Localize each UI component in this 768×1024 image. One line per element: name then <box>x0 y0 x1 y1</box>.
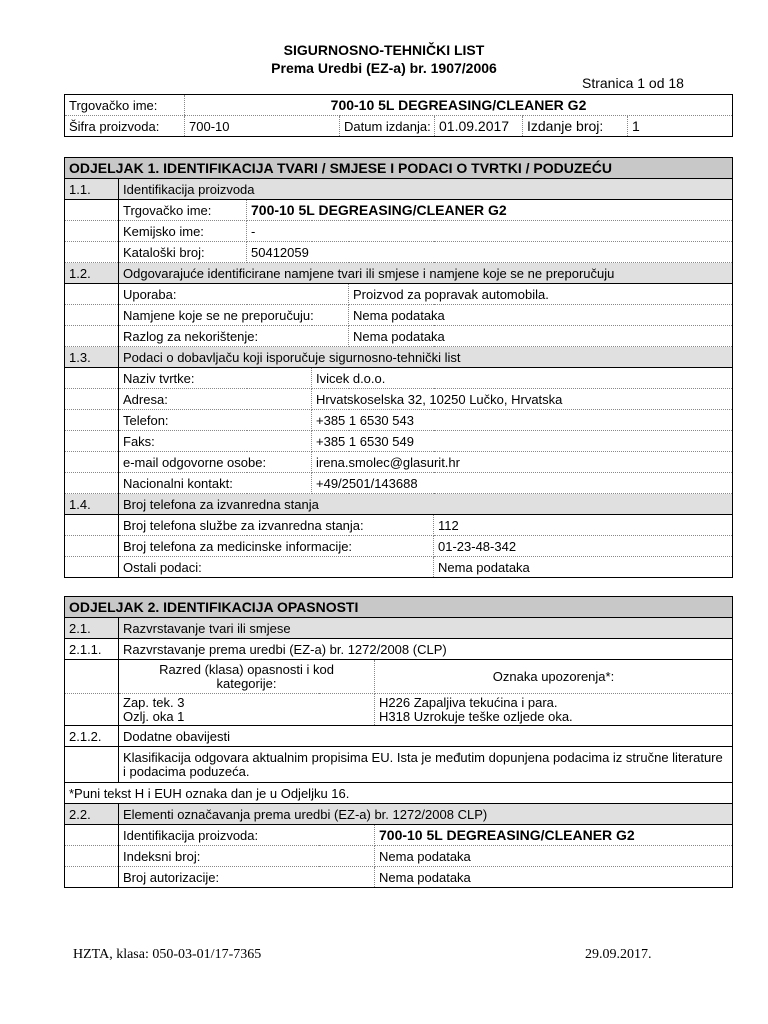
issue-date-value: 01.09.2017 <box>435 116 523 137</box>
row-label: Trgovačko ime: <box>119 200 247 221</box>
trade-name-label: Trgovačko ime: <box>65 95 185 116</box>
row-value: +385 1 6530 549 <box>312 431 733 452</box>
document-subtitle: Prema Uredbi (EZ-a) br. 1907/2006 <box>271 60 497 76</box>
row-value: 700-10 5L DEGREASING/CLEANER G2 <box>375 825 733 846</box>
subsection-number: 1.4. <box>65 494 119 515</box>
subsection-number: 2.1.2. <box>65 726 119 747</box>
row-label: Broj telefona službe za izvanredna stanja: <box>119 515 434 536</box>
row-label: Indeksni broj: <box>119 846 375 867</box>
row-value: Nema podataka <box>375 846 733 867</box>
subsection-title: Razvrstavanje tvari ili smjese <box>119 618 733 639</box>
row-label: Broj autorizacije: <box>119 867 375 888</box>
subsection-title: Podaci o dobavljaču koji isporučuje sigurnosno-tehnički list <box>119 347 733 368</box>
row-label: Telefon: <box>119 410 312 431</box>
row-label: Ostali podaci: <box>119 557 434 578</box>
row-value: Ivicek d.o.o. <box>312 368 733 389</box>
subsection-number: 1.3. <box>65 347 119 368</box>
additional-info-text: Klasifikacija odgovara aktualnim propisima EU. Ista je međutim dopunjena podacima iz stručne literature i podacima poduzeća. <box>119 747 733 783</box>
row-value: Nema podataka <box>349 326 733 347</box>
row-value: +49/2501/143688 <box>312 473 733 494</box>
row-value: 112 <box>434 515 733 536</box>
row-label: Broj telefona za medicinske informacije: <box>119 536 434 557</box>
product-code-value: 700-10 <box>185 116 340 137</box>
row-label: Adresa: <box>119 389 312 410</box>
subsection-number: 1.1. <box>65 179 119 200</box>
row-label: Identifikacija proizvoda: <box>119 825 375 846</box>
row-label: Namjene koje se ne preporučuju: <box>119 305 349 326</box>
subsection-title: Odgovarajuće identificirane namjene tvari ili smjese i namjene koje se ne preporučuju <box>119 263 733 284</box>
subsection-number: 2.1.1. <box>65 639 119 660</box>
row-value: - <box>247 221 733 242</box>
row-value: Nema podataka <box>379 869 471 885</box>
hazard-class-2: Ozlj. oka 1 <box>123 708 185 724</box>
row-label: Kemijsko ime: <box>119 221 247 242</box>
page-number: Stranica 1 od 18 <box>582 75 684 91</box>
row-label: Kataloški broj: <box>119 242 247 263</box>
subsection-title: Elementi označavanja prema uredbi (EZ-a) br. 1272/2008 CLP) <box>119 804 733 825</box>
hazard-statement-2: H318 Uzrokuje teške ozljede oka. <box>379 708 573 724</box>
row-value: Nema podataka <box>438 559 530 575</box>
hazard-statement-header: Oznaka upozorenja*: <box>375 660 733 694</box>
subsection-title: Razvrstavanje prema uredbi (EZ-a) br. 1272/2008 (CLP) <box>119 639 733 660</box>
row-value: Hrvatskoselska 32, 10250 Lučko, Hrvatska <box>312 389 733 410</box>
row-label: Naziv tvrtke: <box>119 368 312 389</box>
hazard-class-header: Razred (klasa) opasnosti i kod kategorije: <box>119 660 375 694</box>
trade-name-value: 700-10 5L DEGREASING/CLEANER G2 <box>185 95 733 116</box>
section-2-table <box>64 596 733 888</box>
row-value: +385 1 6530 543 <box>312 410 733 431</box>
subsection-title: Identifikacija proizvoda <box>119 179 733 200</box>
row-label: Uporaba: <box>119 284 349 305</box>
subsection-number: 2.1. <box>65 618 119 639</box>
hazard-class-1: Zap. tek. 3 <box>123 694 185 710</box>
subsection-title: Broj telefona za izvanredna stanja <box>119 494 733 515</box>
row-value: 50412059 <box>247 242 733 263</box>
section-2-title: ODJELJAK 2. IDENTIFIKACIJA OPASNOSTI <box>65 597 733 618</box>
edition-label: Izdanje broj: <box>523 116 628 137</box>
row-label: Razlog za nekorištenje: <box>119 326 349 347</box>
footer-registry: HZTA, klasa: 050-03-01/17-7365 <box>73 947 262 962</box>
subsection-number: 1.2. <box>65 263 119 284</box>
footer-date: 29.09.2017. <box>585 947 652 962</box>
hazard-statement-1: H226 Zapaljiva tekućina i para. <box>379 694 558 710</box>
section-1-title: ODJELJAK 1. IDENTIFIKACIJA TVARI / SMJESE I PODACI O TVRTKI / PODUZEĆU <box>65 158 733 179</box>
row-value: irena.smolec@glasurit.hr <box>312 452 733 473</box>
footnote-text: *Puni tekst H i EUH oznaka dan je u Odjeljku 16. <box>65 783 733 804</box>
subsection-title: Dodatne obavijesti <box>119 726 733 747</box>
row-value: 01-23-48-342 <box>434 536 733 557</box>
product-header-table <box>64 94 733 137</box>
row-label: Nacionalni kontakt: <box>119 473 312 494</box>
row-value: Nema podataka <box>349 305 733 326</box>
subsection-number: 2.2. <box>65 804 119 825</box>
row-label: Faks: <box>119 431 312 452</box>
row-label: e-mail odgovorne osobe: <box>119 452 312 473</box>
edition-value: 1 <box>628 116 733 137</box>
issue-date-label: Datum izdanja: <box>340 116 435 137</box>
row-value: Proizvod za popravak automobila. <box>349 284 733 305</box>
row-value: 700-10 5L DEGREASING/CLEANER G2 <box>247 200 733 221</box>
document-title: SIGURNOSNO-TEHNIČKI LIST <box>283 42 485 58</box>
section-1-table <box>64 157 733 578</box>
product-code-label: Šifra proizvoda: <box>69 118 160 134</box>
